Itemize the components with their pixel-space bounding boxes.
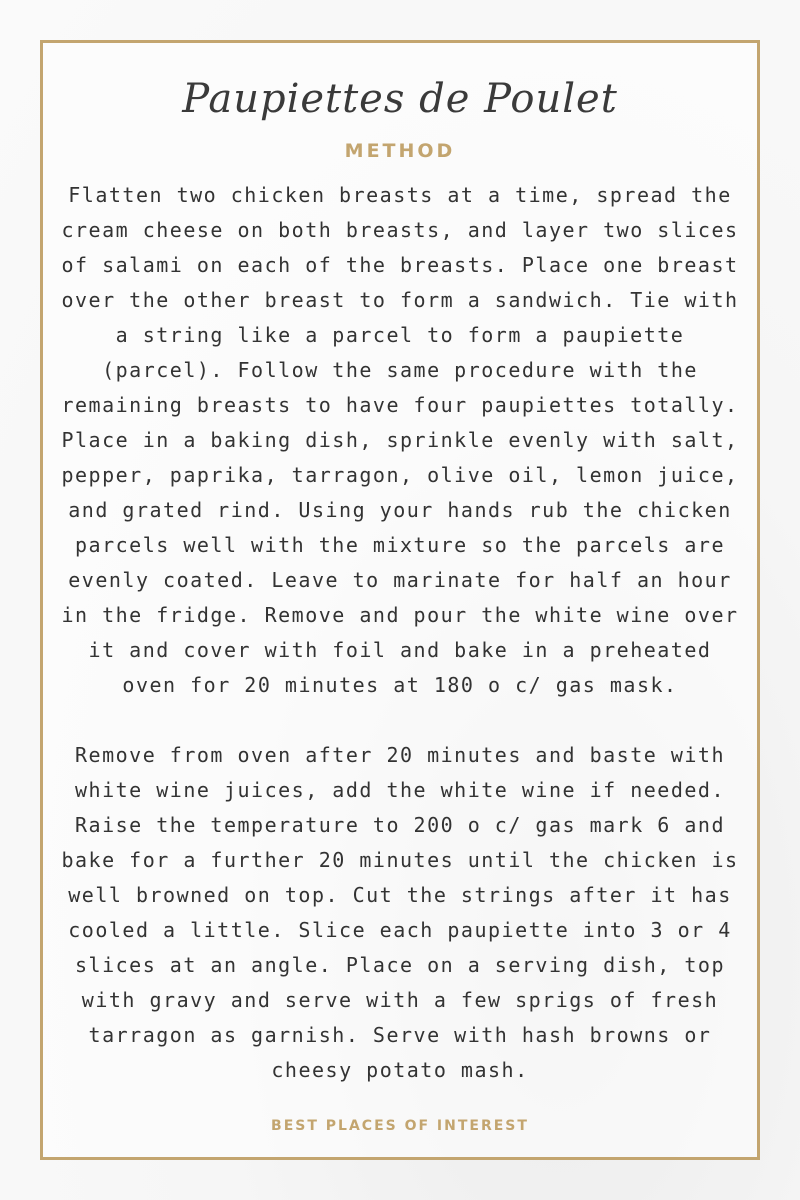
- method-text: [58, 178, 742, 1088]
- section-heading-method: METHOD: [344, 140, 456, 162]
- recipe-title: Paupiettes de Poulet: [182, 76, 618, 122]
- method-paragraph-2: Remove from oven after 20 minutes and baste with white wine juices, add the white wine if needed. Raise the temperature to 200 o c/ gas mark 6 and bake for a further 20 minutes until the chicken is well browned on top. Cut the strings after it has cooled a little. Slice each paupiette into 3 or 4 slices at an angle. Place on a serving dish, top with gravy and serve with a few sprigs of fresh tarragon as garnish. Serve with hash browns or cheesy potato mash.: [61, 743, 739, 1082]
- footer-brand: BEST PLACES OF INTEREST: [271, 1118, 529, 1134]
- method-paragraph-1: Flatten two chicken breasts at a time, spread the cream cheese on both breasts, and layer two slices of salami on each of the breasts. Place one breast over the other breast to form a sandwich. Tie with a string like a parcel to form a paupiette (parcel). Follow the same procedure with the remaining breasts to have four paupiettes totally. Place in a baking dish, sprinkle evenly with salt, pepper, paprika, tarragon, olive oil, lemon juice, and grated rind. Using your hands rub the chicken parcels well with the mixture so the parcels are evenly coated. Leave to marinate for half an hour in the fridge. Remove and pour the white wine over it and cover with foil and bake in a preheated oven for 20 minutes at 180 o c/ gas mask.: [61, 183, 739, 697]
